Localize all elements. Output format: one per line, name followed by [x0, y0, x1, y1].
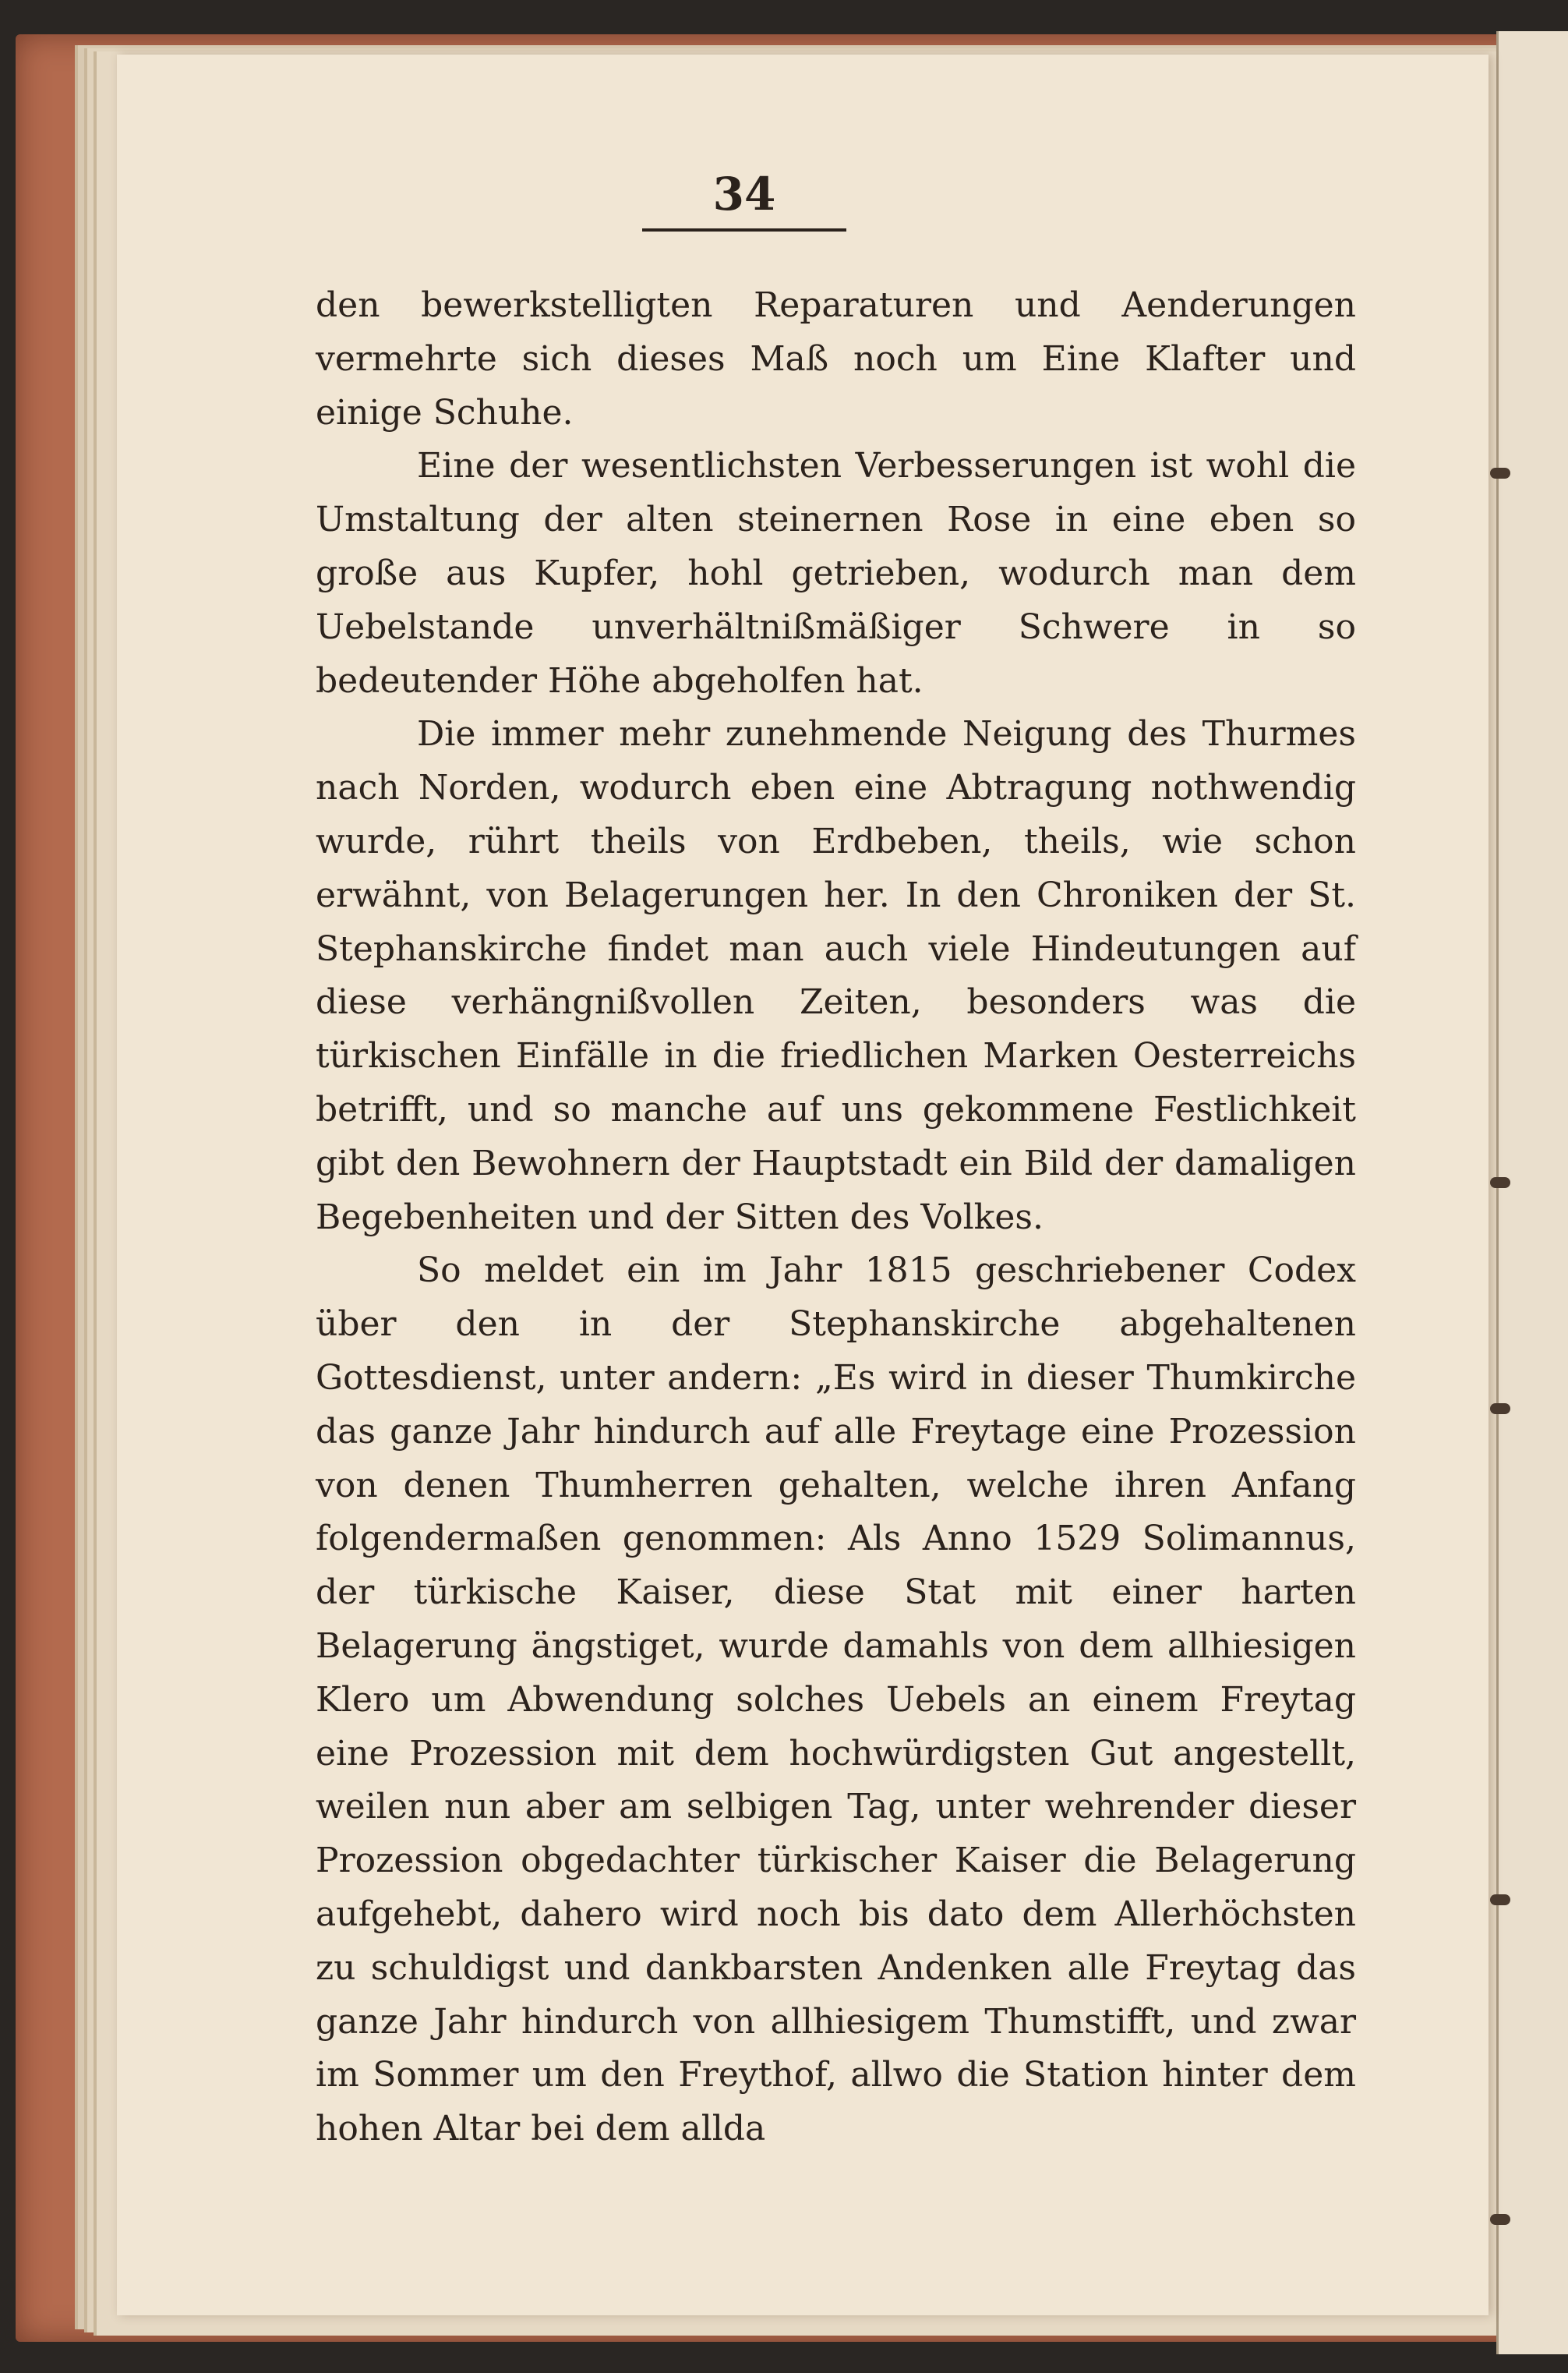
binding-stitch [1490, 468, 1510, 479]
paragraph: Eine der wesentlichsten Verbesserungen ist wohl die Umstaltung der alten steinernen Rose in eine eben so große aus Kupfer, hohl getrieben, wodurch man dem Uebelstande unverhältnißmäßiger Schwere in so bedeutender Höhe abgeholfen hat. [316, 446, 1356, 701]
page-number-rule [642, 228, 846, 232]
facing-page-edge [1496, 31, 1568, 2354]
binding-stitch [1490, 2214, 1510, 2225]
body-text [316, 279, 1356, 2156]
binding-stitch [1490, 1894, 1510, 1905]
paragraph: den bewerkstelligten Reparaturen und Aenderungen vermehrte sich dieses Maß noch um Eine Klafter und einige Schuhe. [316, 285, 1356, 433]
paragraph: So meldet ein im Jahr 1815 geschriebener Codex über den in der Stephanskirche abgehaltenen Gottesdienst, unter andern: „Es wird in dieser Thumkirche das ganze Jahr hindurch auf alle Freytage eine Prozession von denen Thumherren gehalten, welche ihren Anfang folgendermaßen genommen: Als Anno 1529 Solimannus, der türkische Kaiser, diese Stat mit einer harten Belagerung ängstiget, wurde damahls von dem allhiesigen Klero um Abwendung solches Uebels an einem Freytag eine Prozession mit dem hochwürdigsten Gut angestellt, weilen nun aber am selbigen Tag, unter wehrender dieser Prozession obgedachter türkischer Kaiser die Belagerung aufgehebt, dahero wird noch bis dato dem Allerhöchsten zu schuldigst und dankbarsten Andenken alle Freytag das ganze Jahr hindurch von allhiesigem Thumstifft, und zwar im Sommer um den Freythof, allwo die Station hinter dem hohen Altar bei dem allda [316, 1250, 1356, 2149]
paragraph: Die immer mehr zunehmende Neigung des Thurmes nach Norden, wodurch eben eine Abtragung nothwendig wurde, rührt theils von Erdbeben, theils, wie schon erwähnt, von Belagerungen her. In den Chroniken der St. Stephanskirche findet man auch viele Hindeutungen auf diese verhängnißvollen Zeiten, besonders was die türkischen Einfälle in die friedlichen Marken Oesterreichs betrifft, und so manche auf uns gekommene Festlichkeit gibt den Bewohnern der Hauptstadt ein Bild der damaligen Begebenheiten und der Sitten des Volkes. [316, 714, 1356, 1237]
binding-stitch [1490, 1177, 1510, 1188]
page-number: 34 [712, 168, 776, 221]
binding-stitch [1490, 1403, 1510, 1414]
